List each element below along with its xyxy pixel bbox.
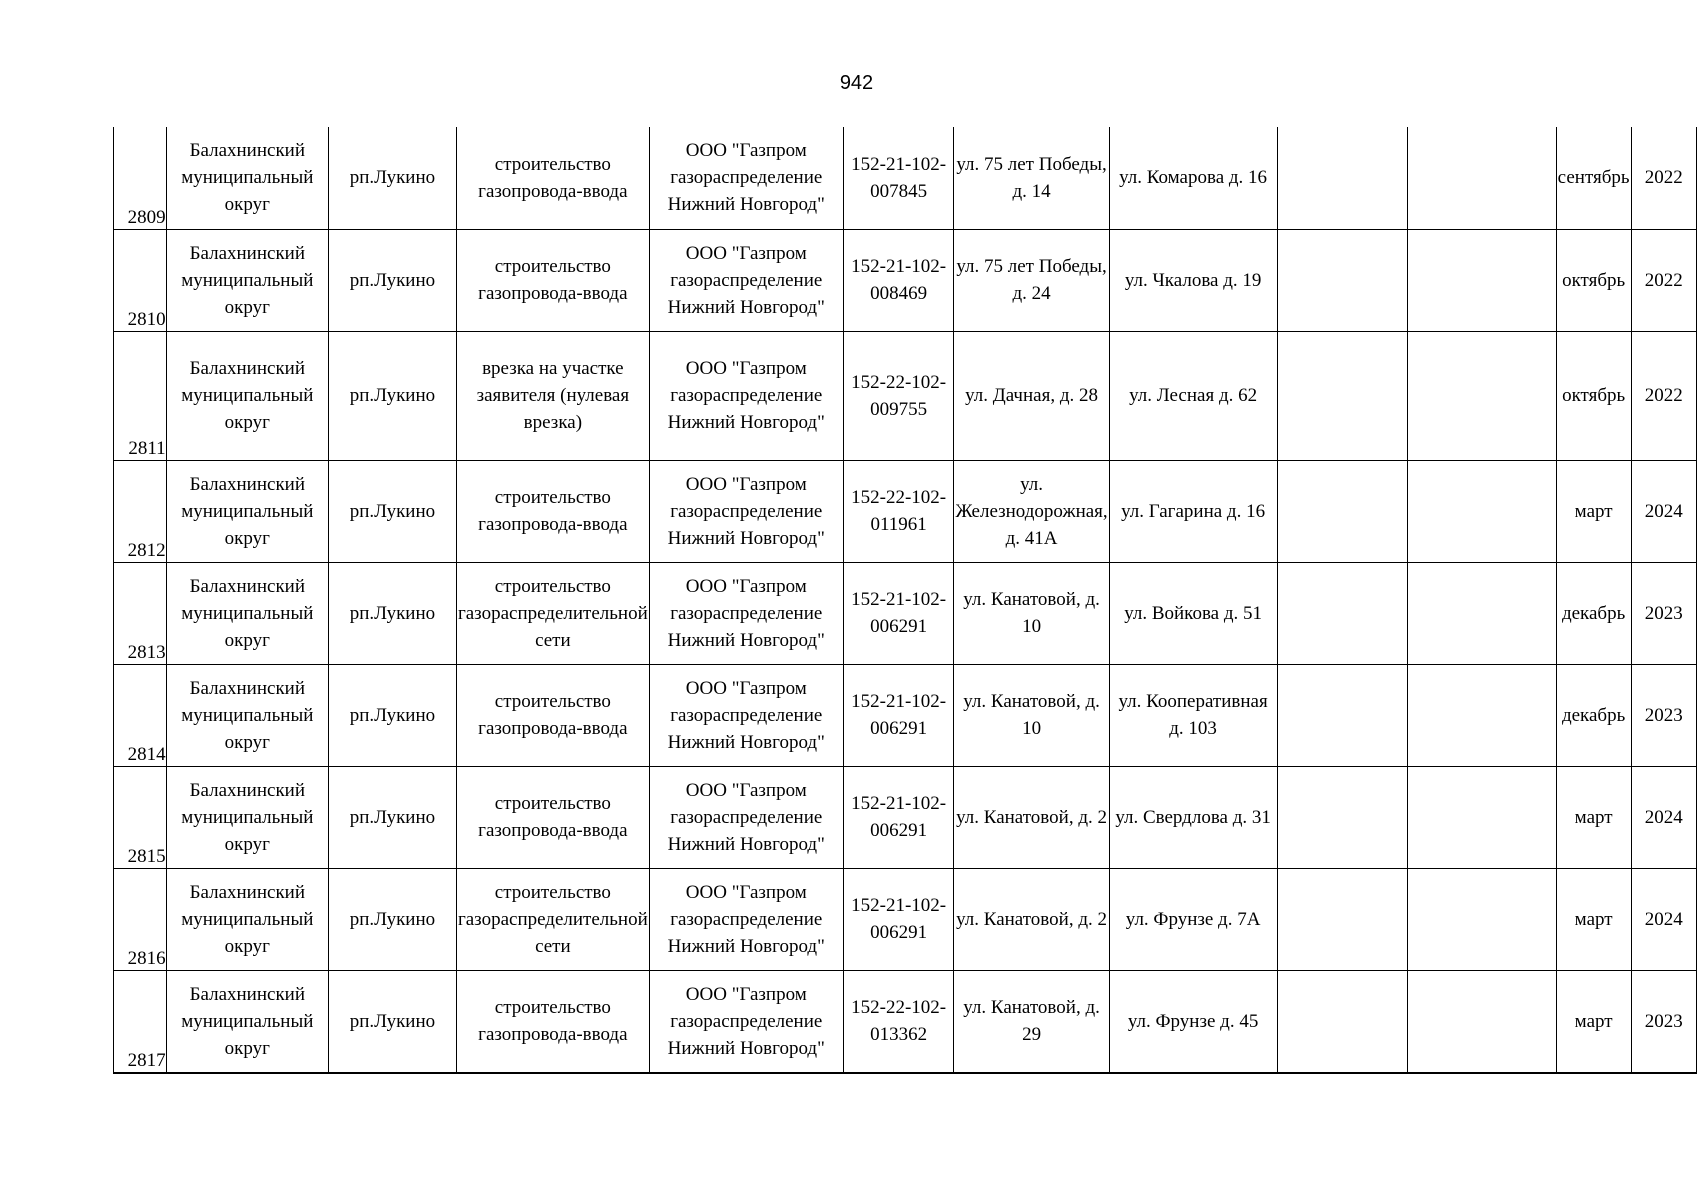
organization-cell-text: ООО "Газпром газораспределение Нижний Новгород" [667, 575, 825, 651]
empty-cell [1408, 331, 1556, 460]
work-type-cell-text: строительство газопровода-ввода [478, 256, 628, 304]
district-cell [166, 460, 328, 562]
settlement-cell-text: рп.Лукино [349, 1010, 436, 1032]
connection-address-cell [954, 229, 1109, 331]
year-cell-text: 2024 [1644, 500, 1683, 522]
settlement-cell-text: рп.Лукино [349, 167, 436, 189]
work-type-cell [456, 331, 649, 460]
year-cell-text: 2022 [1644, 269, 1683, 291]
settlement-cell-text: рп.Лукино [349, 500, 436, 522]
organization-cell [649, 766, 843, 868]
object-address-cell-text: ул. Лесная д. 62 [1129, 385, 1258, 406]
application-code-cell-text: 152-22-102-011961 [851, 487, 947, 535]
settlement-cell [328, 460, 456, 562]
empty-cell [1408, 127, 1556, 229]
month-cell [1556, 970, 1631, 1073]
month-cell [1556, 331, 1631, 460]
connection-address-cell-text: ул. Канатовой, д. 2 [956, 908, 1107, 930]
year-cell-text: 2023 [1644, 704, 1683, 726]
object-address-cell-text: ул. Войкова д. 51 [1124, 602, 1263, 624]
object-address-cell [1109, 460, 1277, 562]
application-code-cell [843, 562, 954, 664]
empty-cell [1277, 664, 1408, 766]
empty-cell [1277, 331, 1408, 460]
district-cell-text: Балахнинский муниципальный округ [181, 242, 314, 318]
organization-cell [649, 229, 843, 331]
connection-address-cell [954, 460, 1109, 562]
organization-cell-text: ООО "Газпром газораспределение Нижний Новгород" [667, 677, 825, 753]
month-cell-text: декабрь [1561, 704, 1626, 726]
application-code-cell [843, 127, 954, 229]
year-cell [1631, 970, 1696, 1073]
organization-cell [649, 664, 843, 766]
row-number-text: 2813 [127, 641, 166, 663]
organization-cell-text: ООО "Газпром газораспределение Нижний Новгород" [667, 473, 825, 549]
work-type-cell [456, 229, 649, 331]
year-cell-text: 2022 [1644, 385, 1683, 406]
work-type-cell-text: строительство газораспределительной сети [457, 575, 648, 651]
work-type-cell-text: строительство газопровода-ввода [478, 691, 628, 739]
row-number [114, 868, 167, 970]
empty-cell [1408, 229, 1556, 331]
application-code-cell-text: 152-21-102-008469 [851, 256, 947, 304]
row-number-text: 2815 [127, 845, 166, 867]
row-number-text: 2817 [127, 1050, 166, 1071]
object-address-cell [1109, 229, 1277, 331]
row-number-text: 2814 [127, 743, 166, 765]
row-number [114, 562, 167, 664]
settlement-cell-text: рп.Лукино [349, 602, 436, 624]
district-cell-text: Балахнинский муниципальный округ [181, 575, 314, 651]
year-cell [1631, 868, 1696, 970]
row-number-text: 2816 [127, 947, 166, 969]
organization-cell [649, 868, 843, 970]
table-row [114, 460, 1697, 562]
month-cell-text: март [1574, 500, 1613, 522]
year-cell [1631, 127, 1696, 229]
work-type-cell-text: строительство газопровода-ввода [478, 487, 628, 535]
application-code-cell-text: 152-21-102-006291 [851, 589, 947, 637]
empty-cell [1408, 562, 1556, 664]
settlement-cell [328, 562, 456, 664]
settlement-cell [328, 766, 456, 868]
settlement-cell-text: рп.Лукино [349, 385, 436, 406]
district-cell-text: Балахнинский муниципальный округ [181, 779, 314, 855]
table-row [114, 766, 1697, 868]
application-code-cell [843, 664, 954, 766]
settlement-cell [328, 664, 456, 766]
district-cell-text: Балахнинский муниципальный округ [181, 358, 314, 433]
year-cell [1631, 766, 1696, 868]
row-number [114, 766, 167, 868]
empty-cell [1277, 229, 1408, 331]
connection-address-cell [954, 562, 1109, 664]
application-code-cell-text: 152-21-102-007845 [851, 153, 947, 202]
month-cell [1556, 868, 1631, 970]
district-cell [166, 229, 328, 331]
work-type-cell [456, 127, 649, 229]
work-type-cell-text: строительство газораспределительной сети [457, 881, 648, 957]
settlement-cell [328, 229, 456, 331]
table-row [114, 127, 1697, 229]
month-cell [1556, 562, 1631, 664]
connection-address-cell [954, 970, 1109, 1073]
year-cell [1631, 229, 1696, 331]
settlement-cell-text: рп.Лукино [349, 704, 436, 726]
month-cell [1556, 766, 1631, 868]
object-address-cell-text: ул. Фрунзе д. 45 [1127, 1010, 1259, 1032]
row-number [114, 229, 167, 331]
connection-address-cell-text: ул. Дачная, д. 28 [965, 385, 1098, 406]
month-cell-text: сентябрь [1557, 167, 1630, 189]
district-cell [166, 868, 328, 970]
application-code-cell [843, 766, 954, 868]
settlement-cell-text: рп.Лукино [349, 269, 436, 291]
year-cell-text: 2023 [1644, 1010, 1683, 1032]
row-number-text: 2809 [127, 206, 166, 228]
organization-cell [649, 970, 843, 1073]
district-cell-text: Балахнинский муниципальный округ [181, 473, 314, 549]
year-cell [1631, 664, 1696, 766]
connection-address-cell [954, 664, 1109, 766]
row-number [114, 460, 167, 562]
year-cell-text: 2022 [1644, 167, 1683, 189]
empty-cell [1277, 460, 1408, 562]
connection-address-cell-text: ул. Канатовой, д. 10 [963, 691, 1100, 739]
object-address-cell [1109, 868, 1277, 970]
work-type-cell [456, 868, 649, 970]
row-number-text: 2811 [128, 437, 166, 459]
object-address-cell-text: ул. Кооперативная д. 103 [1118, 691, 1268, 739]
object-address-cell [1109, 664, 1277, 766]
table-row [114, 331, 1697, 460]
month-cell-text: октябрь [1562, 269, 1626, 291]
application-code-cell [843, 460, 954, 562]
district-cell [166, 331, 328, 460]
object-address-cell [1109, 766, 1277, 868]
table-row [114, 664, 1697, 766]
month-cell-text: март [1574, 1010, 1613, 1032]
work-type-cell [456, 970, 649, 1073]
work-type-cell-text: строительство газопровода-ввода [478, 153, 628, 202]
district-cell-text: Балахнинский муниципальный округ [181, 677, 314, 753]
table-row [114, 970, 1697, 1073]
month-cell [1556, 229, 1631, 331]
application-code-cell-text: 152-22-102-013362 [851, 997, 947, 1046]
objects-table [113, 127, 1697, 1074]
year-cell-text: 2024 [1644, 806, 1683, 828]
month-cell-text: октябрь [1562, 385, 1626, 406]
empty-cell [1277, 970, 1408, 1073]
work-type-cell-text: строительство газопровода-ввода [478, 793, 628, 841]
row-number-text: 2810 [127, 308, 166, 330]
application-code-cell [843, 229, 954, 331]
application-code-cell-text: 152-21-102-006291 [851, 895, 947, 943]
settlement-cell [328, 970, 456, 1073]
object-address-cell [1109, 562, 1277, 664]
application-code-cell-text: 152-21-102-006291 [851, 691, 947, 739]
connection-address-cell [954, 331, 1109, 460]
empty-cell [1277, 127, 1408, 229]
table-row [114, 868, 1697, 970]
organization-cell-text: ООО "Газпром газораспределение Нижний Новгород" [667, 779, 825, 855]
table-row [114, 229, 1697, 331]
connection-address-cell-text: ул. Канатовой, д. 2 [956, 806, 1107, 828]
empty-cell [1277, 766, 1408, 868]
work-type-cell [456, 460, 649, 562]
year-cell [1631, 331, 1696, 460]
object-address-cell [1109, 127, 1277, 229]
connection-address-cell [954, 127, 1109, 229]
empty-cell [1408, 460, 1556, 562]
page-number: 942 [839, 72, 874, 94]
organization-cell-text: ООО "Газпром газораспределение Нижний Новгород" [667, 140, 825, 216]
settlement-cell [328, 331, 456, 460]
work-type-cell [456, 664, 649, 766]
organization-cell-text: ООО "Газпром газораспределение Нижний Новгород" [667, 242, 825, 318]
empty-cell [1408, 868, 1556, 970]
organization-cell-text: ООО "Газпром газораспределение Нижний Новгород" [667, 983, 825, 1059]
settlement-cell-text: рп.Лукино [349, 806, 436, 828]
object-address-cell-text: ул. Комарова д. 16 [1119, 167, 1268, 189]
table-body [114, 127, 1697, 1073]
row-number [114, 127, 167, 229]
district-cell [166, 562, 328, 664]
object-address-cell-text: ул. Гагарина д. 16 [1121, 500, 1266, 522]
month-cell-text: март [1574, 806, 1613, 828]
empty-cell [1408, 766, 1556, 868]
application-code-cell [843, 970, 954, 1073]
month-cell [1556, 664, 1631, 766]
district-cell [166, 970, 328, 1073]
application-code-cell-text: 152-22-102-009755 [851, 371, 947, 420]
connection-address-cell [954, 766, 1109, 868]
month-cell-text: декабрь [1561, 602, 1626, 624]
settlement-cell-text: рп.Лукино [349, 908, 436, 930]
empty-cell [1408, 970, 1556, 1073]
empty-cell [1277, 562, 1408, 664]
connection-address-cell-text: ул. Канатовой, д. 29 [963, 997, 1100, 1046]
row-number [114, 331, 167, 460]
connection-address-cell-text: ул. 75 лет Победы, д. 14 [956, 153, 1107, 202]
work-type-cell [456, 562, 649, 664]
year-cell [1631, 562, 1696, 664]
object-address-cell [1109, 970, 1277, 1073]
month-cell-text: март [1574, 908, 1613, 930]
organization-cell [649, 127, 843, 229]
work-type-cell [456, 766, 649, 868]
district-cell-text: Балахнинский муниципальный округ [181, 881, 314, 957]
row-number [114, 664, 167, 766]
connection-address-cell-text: ул. 75 лет Победы, д. 24 [956, 256, 1107, 304]
organization-cell [649, 562, 843, 664]
organization-cell-text: ООО "Газпром газораспределение Нижний Новгород" [667, 358, 825, 433]
district-cell [166, 766, 328, 868]
district-cell [166, 127, 328, 229]
district-cell-text: Балахнинский муниципальный округ [181, 140, 314, 216]
connection-address-cell [954, 868, 1109, 970]
connection-address-cell-text: ул. Канатовой, д. 10 [963, 589, 1100, 637]
district-cell [166, 664, 328, 766]
table-row [114, 562, 1697, 664]
empty-cell [1277, 868, 1408, 970]
object-address-cell [1109, 331, 1277, 460]
year-cell-text: 2023 [1644, 602, 1683, 624]
settlement-cell [328, 868, 456, 970]
month-cell [1556, 127, 1631, 229]
district-cell-text: Балахнинский муниципальный округ [181, 983, 314, 1059]
organization-cell-text: ООО "Газпром газораспределение Нижний Новгород" [667, 881, 825, 957]
settlement-cell [328, 127, 456, 229]
object-address-cell-text: ул. Чкалова д. 19 [1124, 269, 1262, 291]
application-code-cell [843, 331, 954, 460]
row-number-text: 2812 [127, 539, 166, 561]
month-cell [1556, 460, 1631, 562]
year-cell [1631, 460, 1696, 562]
application-code-cell-text: 152-21-102-006291 [851, 793, 947, 841]
organization-cell [649, 460, 843, 562]
work-type-cell-text: врезка на участке заявителя (нулевая врезка) [476, 358, 630, 433]
empty-cell [1408, 664, 1556, 766]
organization-cell [649, 331, 843, 460]
application-code-cell [843, 868, 954, 970]
row-number [114, 970, 167, 1073]
object-address-cell-text: ул. Свердлова д. 31 [1115, 806, 1271, 828]
object-address-cell-text: ул. Фрунзе д. 7А [1125, 908, 1261, 930]
work-type-cell-text: строительство газопровода-ввода [478, 997, 628, 1046]
connection-address-cell-text: ул. Железнодорожная, д. 41А [955, 473, 1108, 549]
year-cell-text: 2024 [1644, 908, 1683, 930]
